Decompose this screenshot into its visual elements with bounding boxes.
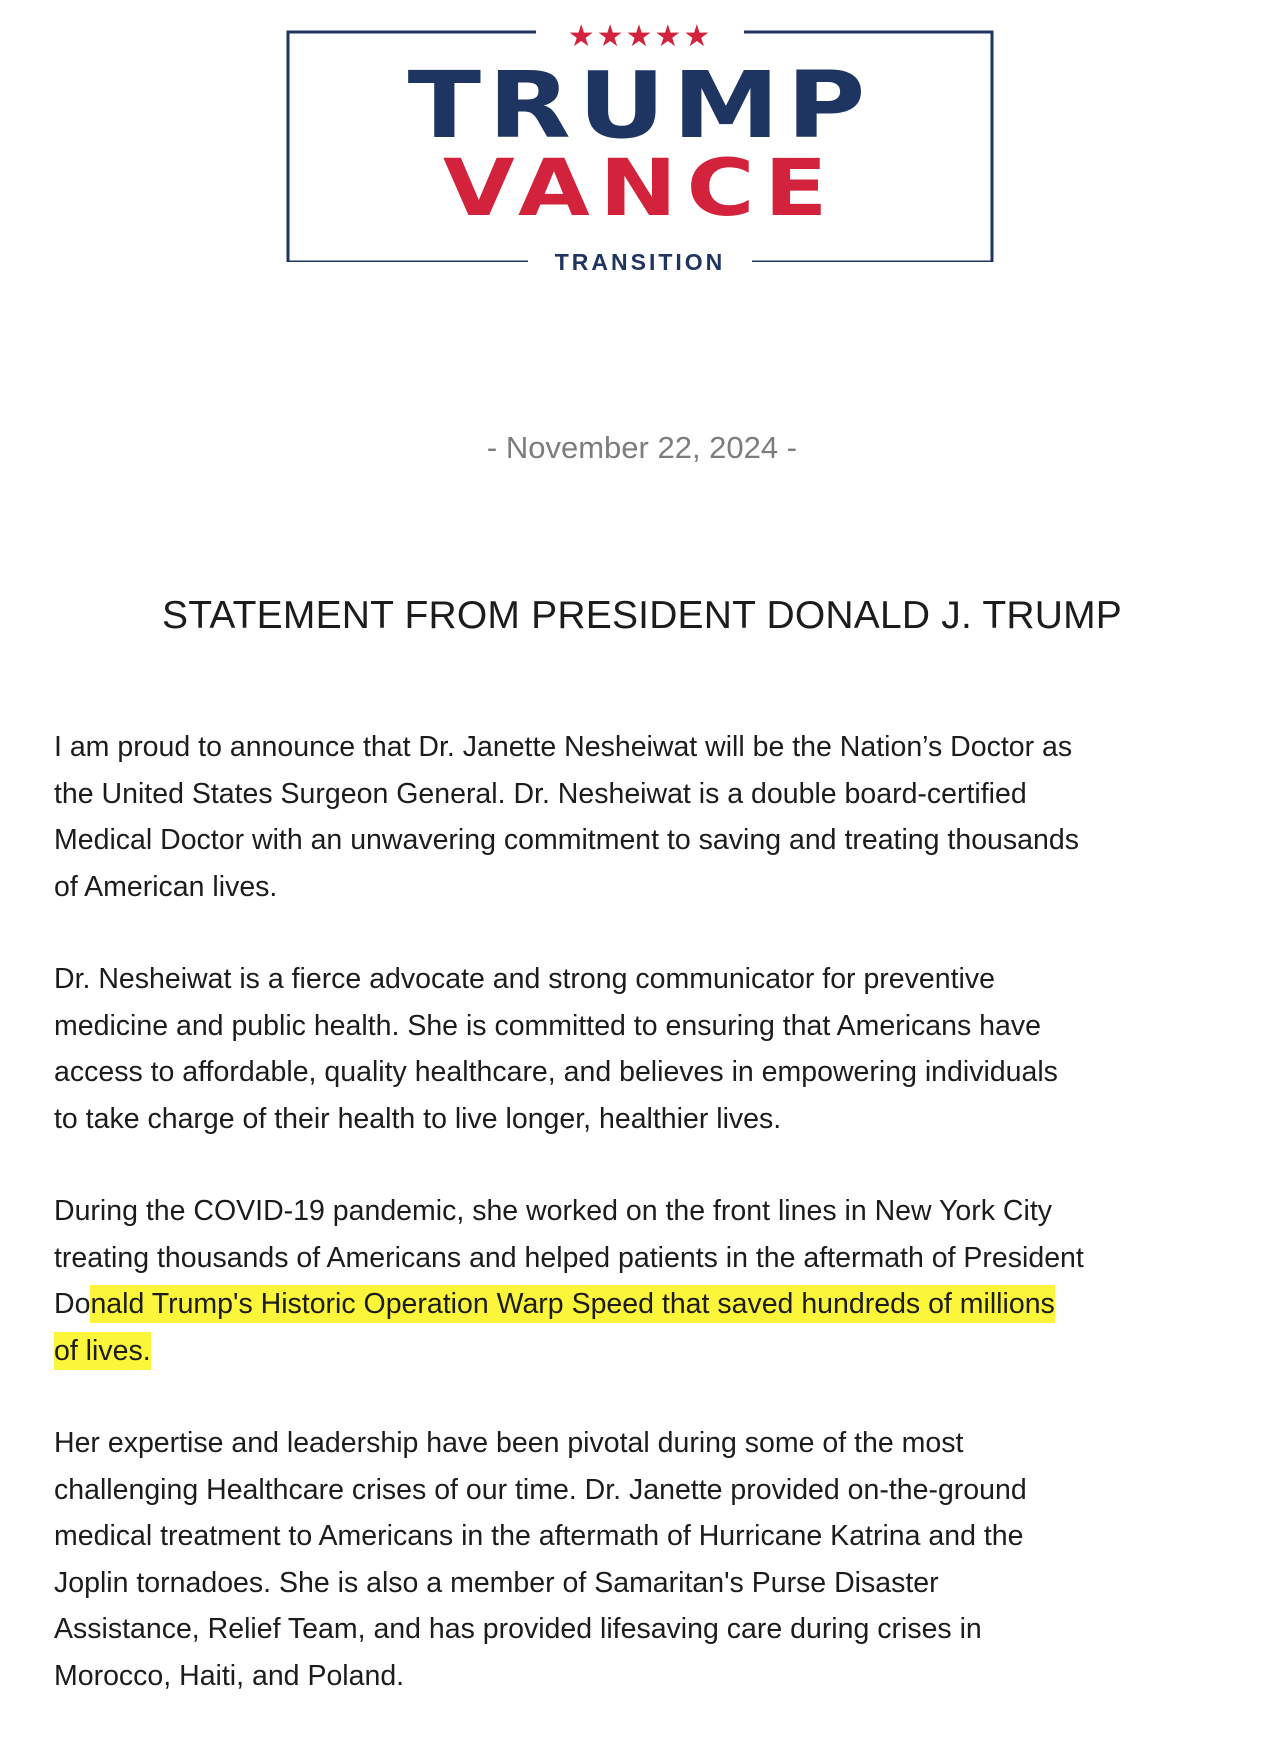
paragraph-line: Morocco, Haiti, and Poland. (54, 1659, 405, 1692)
paragraph-2 (54, 956, 1254, 1142)
statement-body (54, 724, 1254, 1745)
paragraph-line: Her expertise and leadership have been pivotal during some of the most (54, 1427, 964, 1459)
paragraph-4 (54, 1420, 1254, 1699)
paragraph-line: I am proud to announce that Dr. Janette Nesheiwat will be the Nation’s Doctor as (54, 731, 1073, 763)
highlighted-text: of lives. (54, 1332, 151, 1370)
paragraph-line: access to affordable, quality healthcare, and believes in empowering individuals (54, 1056, 1058, 1088)
paragraph-line: to take charge of their health to live longer, healthier lives. (54, 1102, 782, 1135)
statement-date: - November 22, 2024 - (486, 430, 798, 465)
paragraph-line: treating thousands of Americans and helped patients in the aftermath of President (54, 1241, 1084, 1274)
paragraph-line: During the COVID-19 pandemic, she worked on the front lines in New York City (54, 1195, 1052, 1227)
paragraph-line: Joplin tornadoes. She is also a member of Samaritan's Purse Disaster (54, 1566, 939, 1599)
paragraph-line: Assistance, Relief Team, and has provided lifesaving care during crises in (54, 1613, 982, 1645)
paragraph-line: medical treatment to Americans in the aftermath of Hurricane Katrina and the (54, 1520, 1024, 1552)
logo-word-vance: VANCE (442, 144, 838, 234)
paragraph-line: medicine and public health. She is committed to ensuring that Americans have (54, 1009, 1041, 1042)
logo-subtitle-transition: TRANSITION (554, 249, 726, 275)
logo-stars: ★★★★★ (567, 20, 713, 53)
paragraph-line: Dr. Nesheiwat is a fierce advocate and strong communicator for preventive (54, 963, 995, 995)
paragraph-line: Do (54, 1288, 91, 1320)
paragraph-line: of American lives. (54, 870, 278, 903)
trump-vance-transition-logo (286, 20, 994, 275)
statement-heading: STATEMENT FROM PRESIDENT DONALD J. TRUMP (162, 594, 1122, 637)
paragraph-1 (54, 724, 1254, 910)
highlighted-text: nald Trump's Historic Operation Warp Speed that saved hundreds of millions (90, 1285, 1054, 1323)
paragraph-line: challenging Healthcare crises of our time. Dr. Janette provided on-the-ground (54, 1473, 1027, 1506)
paragraph-line: the United States Surgeon General. Dr. Nesheiwat is a double board-certified (54, 777, 1027, 810)
logo-word-trump: TRUMP (407, 52, 873, 159)
paragraph-line: Medical Doctor with an unwavering commitment to saving and treating thousands (54, 824, 1079, 856)
paragraph-3 (54, 1188, 1254, 1374)
